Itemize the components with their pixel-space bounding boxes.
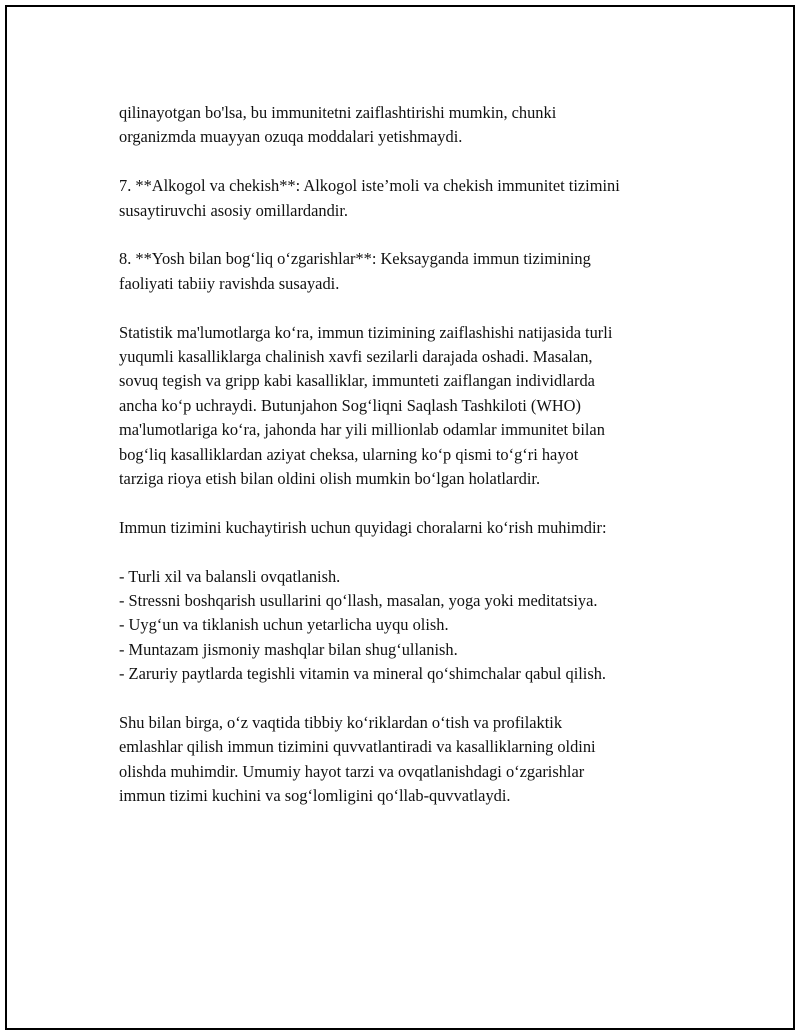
paragraph-item-8 (119, 247, 699, 296)
document-page (5, 5, 795, 1030)
text-line: emlashlar qilish immun tizimini quvvatlantiradi va kasalliklarning oldini (119, 737, 596, 757)
text-line: Shu bilan birga, o‘z vaqtida tibbiy ko‘riklardan o‘tish va profilaktik (119, 713, 563, 733)
text-line: faoliyati tabiiy ravishda susayadi. (119, 273, 340, 293)
list-item: - Uyg‘un va tiklanish uchun yetarlicha uyqu olish. (119, 615, 449, 635)
text-line: tarziga rioya etish bilan oldini olish mumkin bo‘lgan holatlardir. (119, 469, 541, 489)
paragraph-closing (119, 711, 699, 809)
paragraph-item-7 (119, 174, 699, 223)
text-line: ancha ko‘p uchraydi. Butunjahon Sog‘liqni Saqlash Tashkiloti (WHO) (119, 395, 581, 415)
text-line: 8. **Yosh bilan bog‘liq o‘zgarishlar**: Keksayganda immun tizimining (119, 249, 591, 269)
recommendations-list (119, 565, 699, 687)
list-item: - Muntazam jismoniy mashqlar bilan shug‘ullanish. (119, 639, 458, 659)
text-line: 7. **Alkogol va chekish**: Alkogol iste’moli va chekish immunitet tizimini (119, 176, 620, 196)
text-line: Statistik ma'lumotlarga ko‘ra, immun tizimining zaiflashishi natijasida turli (119, 322, 613, 342)
paragraph-list-intro (119, 516, 699, 540)
text-line: sovuq tegish va gripp kabi kasalliklar, immunteti zaiflangan individlarda (119, 371, 595, 391)
text-line: susaytiruvchi asosiy omillardandir. (119, 200, 348, 220)
text-line: yuqumli kasalliklarga chalinish xavfi sezilarli darajada oshadi. Masalan, (119, 347, 593, 367)
paragraph-statistics (119, 321, 699, 492)
text-line: bog‘liq kasalliklardan aziyat cheksa, ularning ko‘p qismi to‘g‘ri hayot (119, 444, 579, 464)
text-line: ma'lumotlariga ko‘ra, jahonda har yili millionlab odamlar immunitet bilan (119, 420, 605, 440)
document-body (119, 101, 699, 833)
paragraph-continuation (119, 101, 699, 150)
text-line: Immun tizimini kuchaytirish uchun quyidagi choralarni ko‘rish muhimdir: (119, 517, 607, 537)
list-item: - Zaruriy paytlarda tegishli vitamin va mineral qo‘shimchalar qabul qilish. (119, 664, 607, 684)
list-item: - Turli xil va balansli ovqatlanish. (119, 566, 341, 586)
text-line: organizmda muayyan ozuqa moddalari yetishmaydi. (119, 127, 463, 147)
list-item: - Stressni boshqarish usullarini qo‘llash, masalan, yoga yoki meditatsiya. (119, 591, 598, 611)
text-line: olishda muhimdir. Umumiy hayot tarzi va ovqatlanishdagi o‘zgarishlar (119, 761, 585, 781)
text-line: qilinayotgan bo'lsa, bu immunitetni zaiflashtirishi mumkin, chunki (119, 103, 557, 122)
text-line: immun tizimi kuchini va sog‘lomligini qo‘llab-quvvatlaydi. (119, 786, 511, 806)
